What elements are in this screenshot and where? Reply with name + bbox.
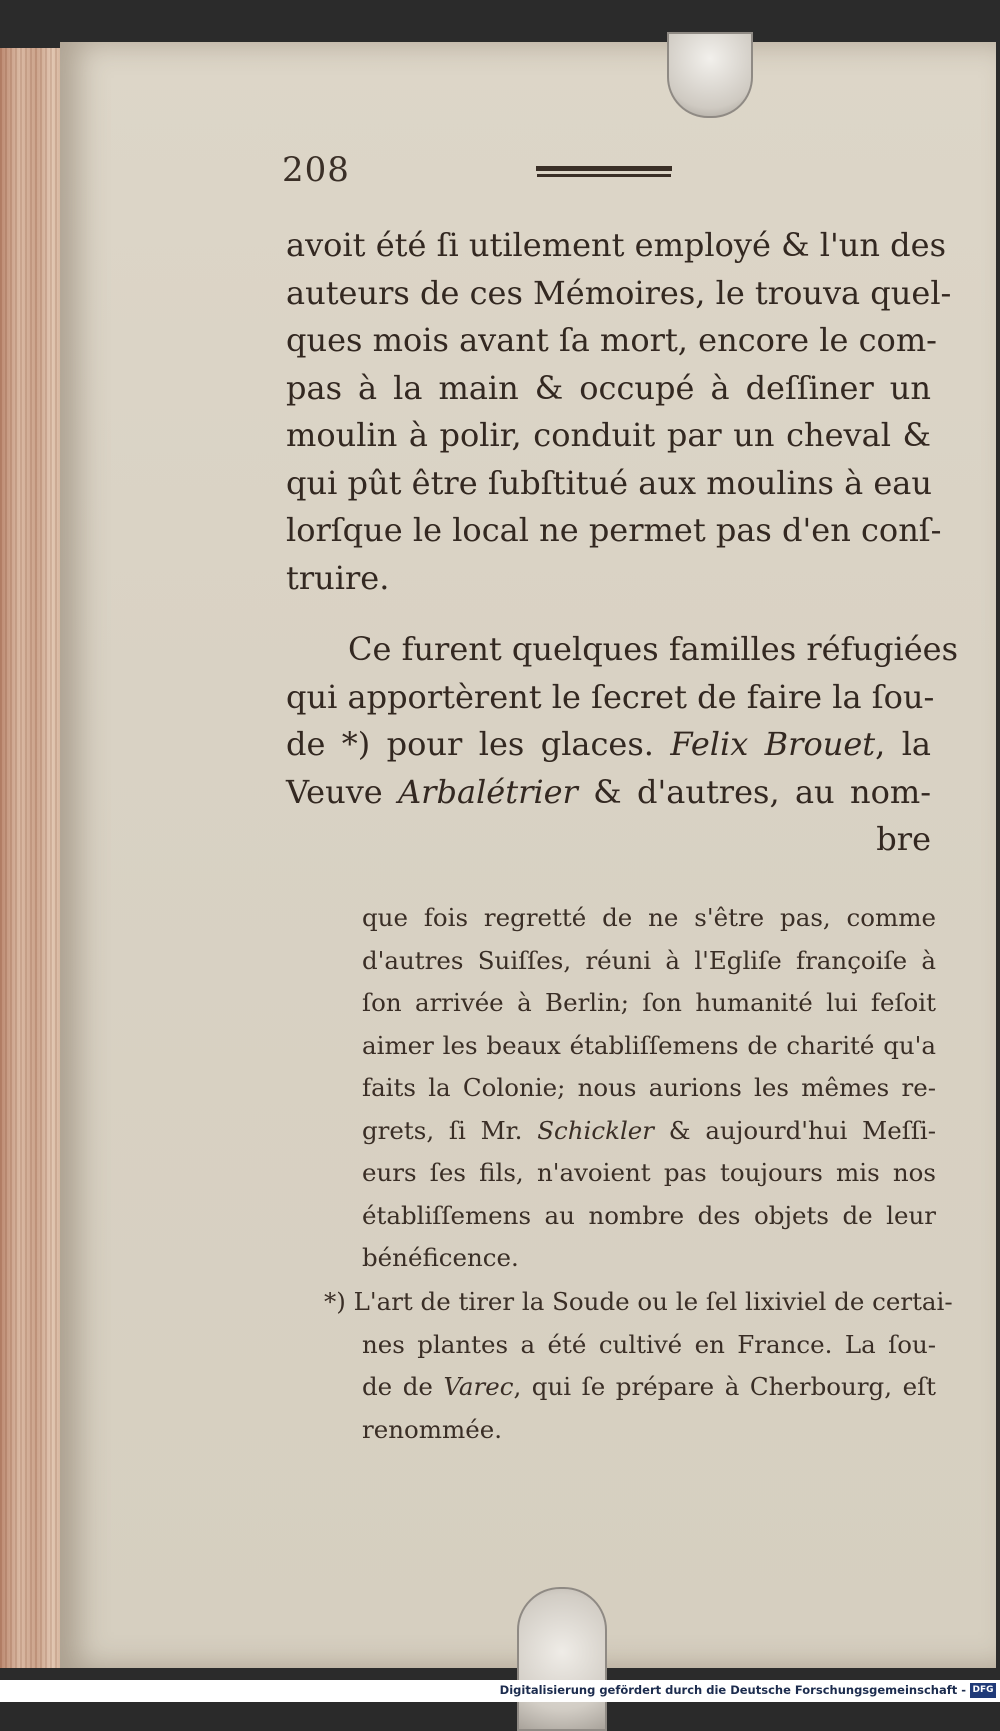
text-line: moulin à polir, conduit par un cheval &: [286, 416, 931, 454]
note-line: [362, 1110, 936, 1153]
note-line: que fois regretté de ne s'être pas, comme: [362, 903, 936, 932]
page-clip-top: [667, 32, 753, 118]
note-line: d'autres Suiſſes, réuni à l'Egliſe françoiſe à: [362, 945, 936, 975]
paragraph-1: [286, 222, 952, 602]
note-line: établiſſemens au nombre des objets de leur: [362, 1200, 936, 1230]
text-line: ques mois avant ſa mort, encore le com-: [286, 321, 937, 359]
dfg-logo-badge: DFG: [970, 1683, 996, 1698]
note-line: ſon arrivée à Berlin; ſon humanité lui feſoit: [362, 988, 936, 1017]
italic-name: Arbalétrier: [398, 772, 578, 811]
paragraph-gap: [286, 602, 931, 626]
text-line: qui apportèrent le ſecret de faire la ſou-: [286, 677, 935, 716]
text-line: avoit été ſi utilement employé & l'un des: [286, 226, 947, 264]
text-line: truire.: [286, 558, 390, 597]
italic-name: Felix Brouet: [670, 725, 876, 763]
text-segment: & d'autres, au nom-: [577, 772, 931, 811]
footnote-line: *) L'art de tirer la Soude ou le ſel lixiviel de certai-: [324, 1287, 953, 1316]
note-line: bénéficence.: [362, 1243, 519, 1272]
footnote: [324, 1281, 953, 1451]
text-segment: grets, ſi Mr.: [362, 1115, 538, 1145]
text-line: pas à la main & occupé à deſſiner un: [286, 368, 931, 407]
footnote-line: renommée.: [362, 1414, 502, 1444]
text-line: auteurs de ces Mémoires, le trouva quel-: [286, 273, 952, 312]
footnote-line: nes plantes a été cultivé en France. La ſou-: [362, 1329, 936, 1359]
catchword: bre: [876, 820, 931, 858]
paragraph-2: [286, 626, 959, 864]
text-segment: de *) pour les glaces.: [286, 725, 671, 763]
text-line: qui pût être ſubſtitué aux moulins à eau: [286, 463, 932, 502]
text-line: [286, 721, 931, 769]
page-number: 208: [282, 150, 350, 190]
note-line: eurs ſes fils, n'avoient pas toujours mis nos: [362, 1158, 936, 1187]
italic-name: Varec: [443, 1372, 514, 1401]
digitization-credit: Digitalisierung gefördert durch die Deutsche Forschungsgemeinschaft -: [499, 1683, 966, 1697]
text-line: lorſque le local ne permet pas d'en conſ-: [286, 511, 942, 549]
footer-bar: [0, 1680, 1000, 1702]
text-segment: , qui ſe prépare à Cherbourg, eſt: [513, 1372, 936, 1401]
text-segment: Veuve: [286, 772, 399, 811]
text-segment: de de: [362, 1372, 444, 1401]
italic-name: Schickler: [537, 1115, 654, 1145]
main-text: [286, 222, 959, 864]
note-line: aimer les beaux établiſſemens de charité qu'a: [362, 1030, 936, 1060]
page-header: [282, 150, 682, 200]
note-continuation: [362, 897, 936, 1280]
note-line: faits la Colonie; nous aurions les mêmes re-: [362, 1073, 936, 1102]
header-rule: [536, 166, 672, 171]
footnote-line: [324, 1366, 936, 1409]
text-segment: & aujourd'hui Meſſi-: [653, 1115, 937, 1145]
text-segment: , la: [875, 725, 932, 763]
text-line: Ce furent quelques familles réfugiées: [348, 630, 959, 668]
page-clip-bottom: [517, 1587, 607, 1731]
text-line: [286, 769, 931, 817]
